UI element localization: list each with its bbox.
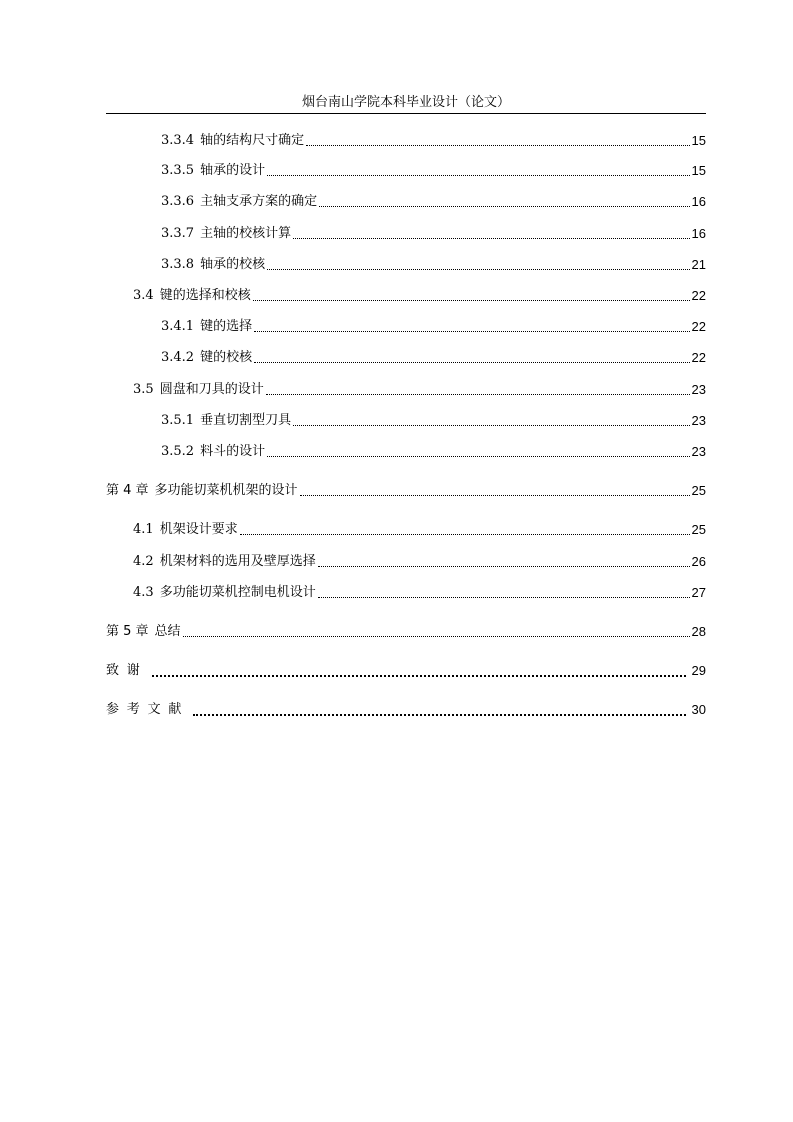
toc-entry-3-3-5[interactable]: [161, 161, 706, 181]
toc-entry-3-4-1[interactable]: [161, 317, 706, 337]
toc-page: 27: [691, 585, 706, 600]
toc-title: 轴承的校核: [200, 257, 266, 272]
toc-page: 22: [691, 319, 706, 334]
toc-leader: [293, 424, 689, 426]
toc-leader: [293, 237, 689, 239]
toc-number: 第 5 章: [106, 624, 149, 639]
toc-entry-3-4-2[interactable]: [161, 348, 706, 368]
toc-number: 3.3.7: [161, 226, 195, 241]
toc-leader: [183, 635, 690, 637]
toc-entry-references[interactable]: [106, 700, 706, 720]
toc-number: 4.2: [133, 554, 154, 569]
toc-number: 3.3.6: [161, 194, 195, 209]
toc-page: 25: [691, 483, 706, 498]
toc-entry-4-1[interactable]: [133, 520, 706, 540]
toc-title: 轴的结构尺寸确定: [200, 133, 305, 148]
toc-leader: [318, 565, 690, 567]
toc-entry-3-5[interactable]: [133, 380, 706, 400]
toc-entry-3-3-7[interactable]: [161, 224, 706, 244]
toc-title: 机架设计要求: [159, 522, 238, 537]
toc-page: 16: [691, 226, 706, 241]
toc-title: 主轴的校核计算: [200, 226, 292, 241]
toc-page: 16: [691, 194, 706, 209]
toc-page: 15: [691, 133, 706, 148]
toc-title: 键的校核: [200, 350, 253, 365]
toc-page: 23: [691, 444, 706, 459]
toc-entry-3-5-1[interactable]: [161, 411, 706, 431]
toc-leader: [254, 330, 689, 332]
toc-number: 3.3.5: [161, 163, 195, 178]
toc-page: 30: [691, 702, 706, 717]
toc-title: 键的选择和校核: [159, 288, 251, 303]
toc-title: 机架材料的选用及壁厚选择: [159, 554, 316, 569]
running-header: 烟台南山学院本科毕业设计（论文）: [301, 95, 510, 110]
toc-leader: [253, 299, 690, 301]
toc-title: 圆盘和刀具的设计: [159, 382, 264, 397]
toc-title: 主轴支承方案的确定: [200, 194, 318, 209]
toc-entry-3-3-4[interactable]: [161, 131, 706, 151]
toc-entry-chapter-5[interactable]: [106, 622, 706, 642]
toc-page: 15: [691, 163, 706, 178]
toc-page: 25: [691, 522, 706, 537]
toc-title: 总结: [154, 624, 181, 639]
toc-leader: [152, 674, 686, 677]
toc-number: 3.5.1: [161, 413, 195, 428]
toc-number: 3.4.1: [161, 319, 195, 334]
toc-leader: [193, 713, 685, 716]
toc-leader: [266, 393, 690, 395]
toc-leader: [254, 361, 689, 363]
toc-number: 3.5.2: [161, 444, 195, 459]
toc-leader: [267, 455, 689, 457]
toc-number: 3.4.2: [161, 350, 195, 365]
toc-title: 多功能切菜机机架的设计: [154, 483, 298, 498]
toc-title: 垂直切割型刀具: [200, 413, 292, 428]
toc-number: 3.3.8: [161, 257, 195, 272]
toc-page: 26: [691, 554, 706, 569]
toc-page: 21: [691, 257, 706, 272]
toc-title: 料斗的设计: [200, 444, 266, 459]
toc-entry-3-5-2[interactable]: [161, 442, 706, 462]
toc-leader: [306, 144, 689, 146]
toc-title: 轴承的设计: [200, 163, 266, 178]
toc-leader: [240, 533, 690, 535]
toc-page: 22: [691, 288, 706, 303]
toc-title: 键的选择: [200, 319, 253, 334]
toc-entry-acknowledgements[interactable]: [106, 661, 706, 681]
toc-number: 第 4 章: [106, 483, 149, 498]
toc-title: 参考文献: [106, 702, 190, 717]
toc-leader: [319, 205, 689, 207]
toc-number: 3.3.4: [161, 133, 195, 148]
toc-number: 4.3: [133, 585, 154, 600]
toc-title: 多功能切菜机控制电机设计: [159, 585, 316, 600]
toc-entry-3-3-8[interactable]: [161, 255, 706, 275]
toc-page: 28: [691, 624, 706, 639]
toc-number: 3.5: [133, 382, 154, 397]
toc-number: 4.1: [133, 522, 154, 537]
toc-leader: [318, 596, 690, 598]
toc-leader: [267, 268, 689, 270]
toc-entry-3-3-6[interactable]: [161, 192, 706, 212]
toc-page: 29: [691, 663, 706, 678]
toc-entry-chapter-4[interactable]: [106, 481, 706, 501]
toc-title: 致谢: [106, 663, 148, 678]
toc-entry-4-2[interactable]: [133, 552, 706, 572]
toc-entry-4-3[interactable]: [133, 583, 706, 603]
toc-page: 22: [691, 350, 706, 365]
toc-page: 23: [691, 382, 706, 397]
toc-entry-3-4[interactable]: [133, 286, 706, 306]
toc-leader: [300, 494, 690, 496]
toc-page: 23: [691, 413, 706, 428]
toc-leader: [267, 174, 689, 176]
toc-number: 3.4: [133, 288, 154, 303]
